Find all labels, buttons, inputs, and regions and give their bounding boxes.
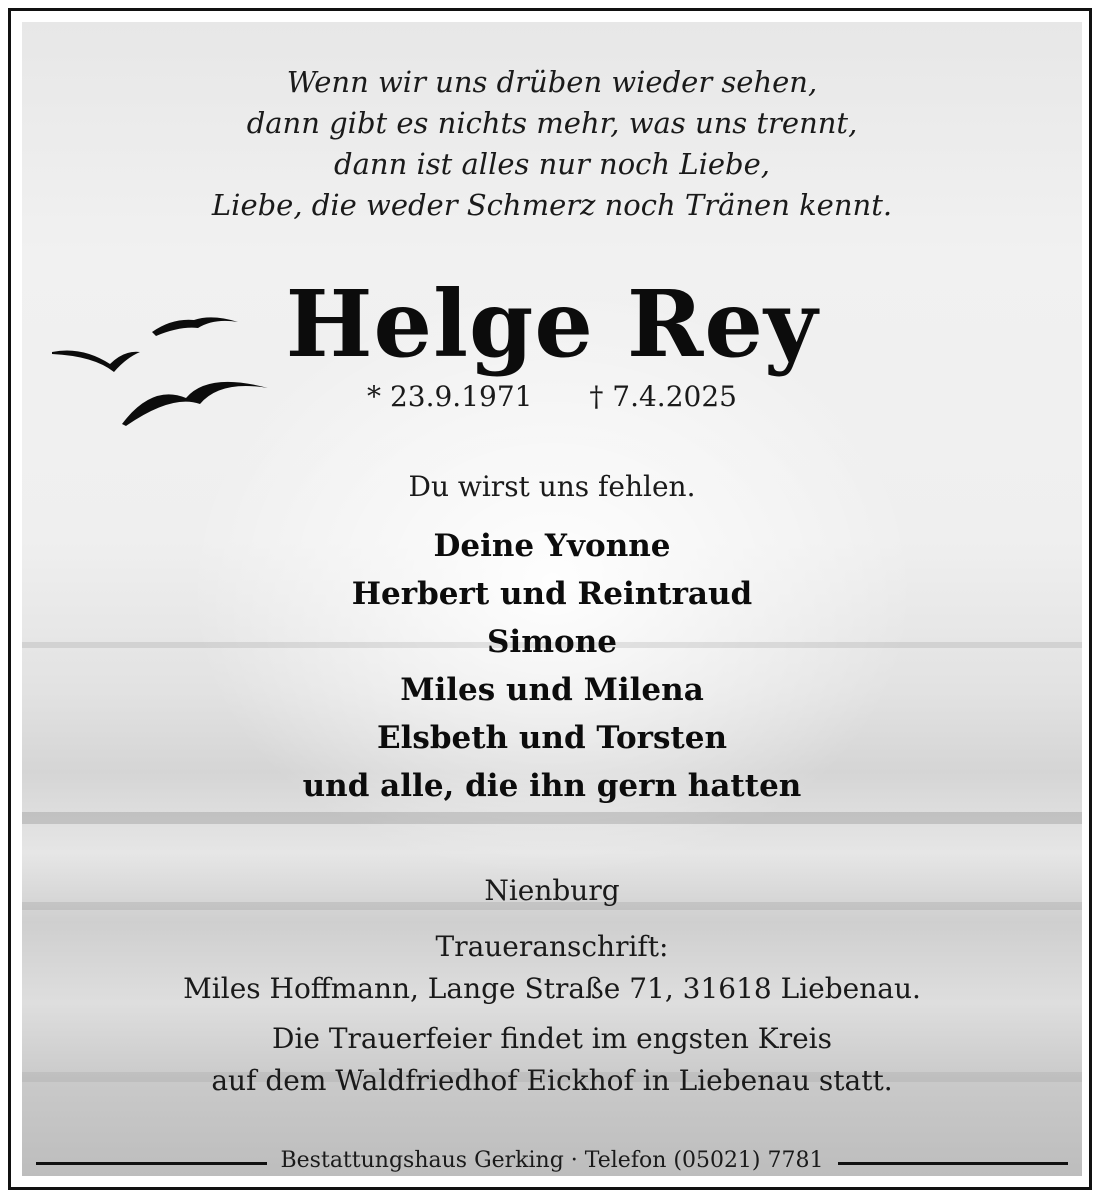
farewell-text: Du wirst uns fehlen. [408,470,696,503]
mourner: Elsbeth und Torsten [376,720,727,756]
obituary-card [22,22,1082,1176]
mourner: Miles und Milena [400,672,704,708]
mourner: Herbert und Reintraud [351,576,753,612]
verse-line: dann ist alles nur noch Liebe, [334,147,770,181]
mourners-list [22,522,1082,810]
deceased-name: Helge Rey [285,270,819,378]
place: Nienburg [484,874,620,907]
mourner: Simone [487,624,617,660]
footer-rule [36,1162,267,1165]
address-text: Miles Hoffmann, Lange Straße 71, 31618 Liebenau. [183,972,921,1005]
verse-line: Liebe, die weder Schmerz noch Tränen kennt. [211,188,893,222]
birth-date: * 23.9.1971 [367,380,533,413]
life-dates [22,380,1082,413]
mourning-address [22,926,1082,1010]
address-label: Traueranschrift: [435,930,669,963]
footer-rule [838,1162,1069,1165]
mourner: Deine Yvonne [433,528,671,564]
verse [22,62,1082,226]
ceremony-info [22,1018,1082,1102]
funeral-home: Bestattungshaus Gerking · Telefon (05021) 7781 [280,1148,824,1173]
ceremony-line: auf dem Waldfriedhof Eickhof in Liebenau statt. [211,1064,893,1097]
verse-line: Wenn wir uns drüben wieder sehen, [286,65,818,99]
mourner: und alle, die ihn gern hatten [302,768,802,804]
verse-line: dann gibt es nichts mehr, was uns trennt, [246,106,858,140]
ceremony-line: Die Trauerfeier findet im engsten Kreis [272,1022,832,1055]
death-date: † 7.4.2025 [589,380,737,413]
shoreline [22,812,1082,824]
footer [22,1148,1082,1173]
